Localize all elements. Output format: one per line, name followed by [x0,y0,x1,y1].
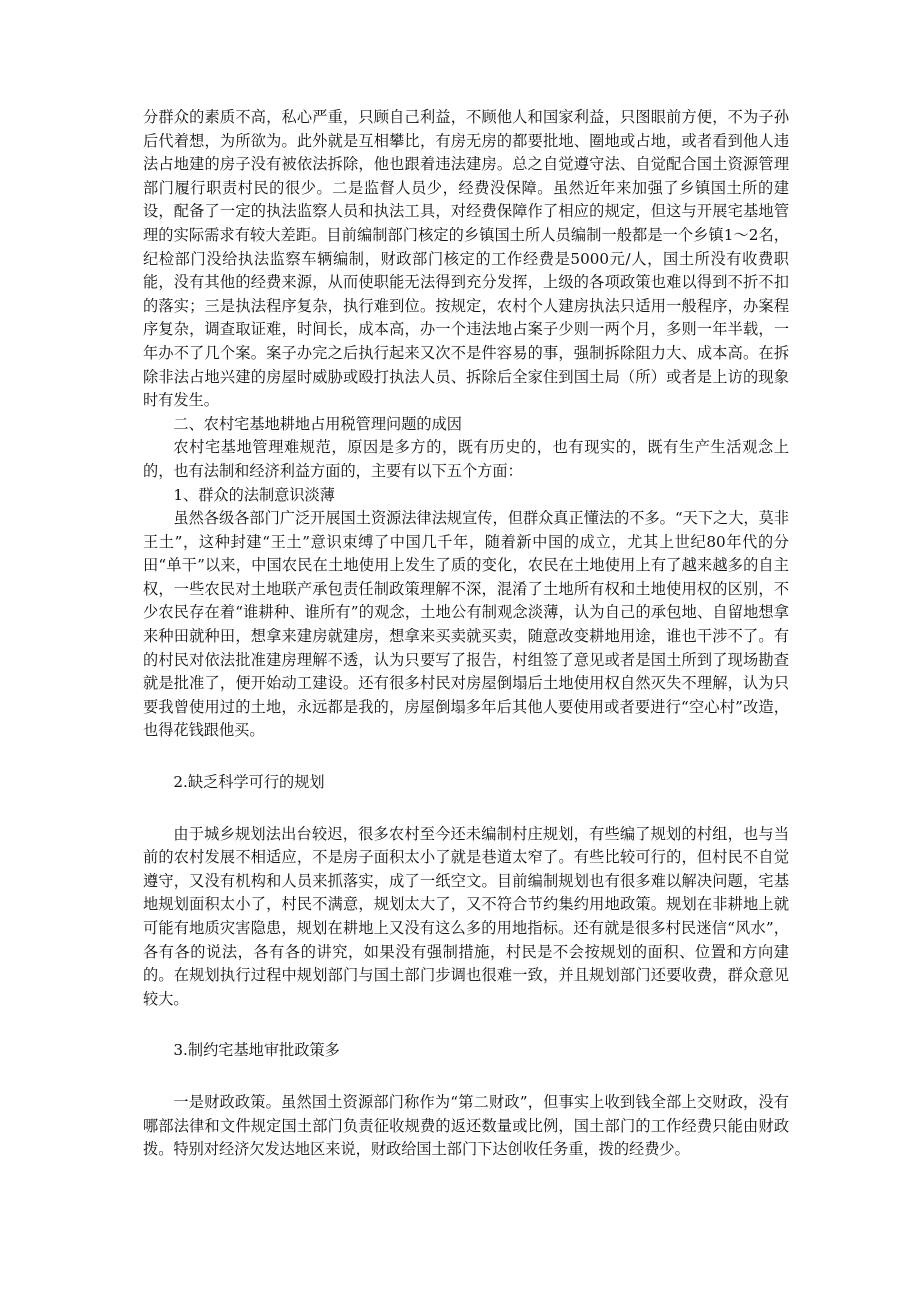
document-body [143,106,789,1162]
subsection-heading: 3.制约宅基地审批政策多 [173,1041,340,1060]
section-heading: 二、农村宅基地耕地占用税管理问题的成因 [173,414,462,433]
body-paragraph: 虽然各级各部门广泛开展国土资源法律法规宣传，但群众真正懂法的不多。“天下之大，莫非王土”，这种封建“王土”意识束缚了中国几千年，随着新中国的成立，尤其上世纪80年代的分田“单干”以来，中国农民在土地使用上发生了质的变化，农民在土地使用上有了越来越多的自主权，一些农民对土地联产承包责任制政策理解不深，混淆了土地所有权和土地使用权的区别，不少农民存在着“谁耕种、谁所有”的观念，土地公有制观念淡薄，认为自己的承包地、自留地想拿来种田就种田，想拿来建房就建房，想拿来买卖就买卖，随意改变耕地用途，谁也干涉不了。有的村民对依法批准建房理解不透，认为只要写了报告，村组签了意见或者是国土所到了现场勘查就是批准了，便开始动工建设。还有很多村民对房屋倒塌后土地使用权自然灭失不理解，认为只要我曾使用过的土地，永远都是我的，房屋倒塌多年后其他人要使用或者要进行“空心村”改造，也得花钱跟他买。 [143,509,789,740]
subsection-heading: 1、群众的法制意识淡薄 [173,485,335,504]
body-paragraph: 一是财政政策。虽然国土资源部门称作为“第二财政”，但事实上收到钱全部上交财政，没有哪部法律和文件规定国土部门负责征收规费的返还数量或比例，国土部门的工作经费只能由财政拨。特别对经济欠发达地区来说，财政给国土部门下达创收任务重，拨的经费少。 [143,1092,789,1159]
body-paragraph: 由于城乡规划法出台较迟，很多农村至今还未编制村庄规划，有些编了规划的村组，也与当前的农村发展不相适应，不是房子面积太小了就是巷道太窄了。有些比较可行的，但村民不自觉遵守，又没有机构和人员来抓落实，成了一纸空文。目前编制规划也有很多难以解决问题，宅基地规划面积太小了，村民不满意，规划太大了，又不符合节约集约用地政策。规划在非耕地上就可能有地质灾害隐患，规划在耕地上又没有这么多的用地指标。还有就是很多村民迷信“风水”，各有各的说法，各有各的讲究，如果没有强制措施，村民是不会按规划的面积、位置和方向建的。在规划执行过程中规划部门与国土部门步调也很难一致，并且规划部门还要收费，群众意见较大。 [143,824,789,1008]
body-paragraph: 分群众的素质不高，私心严重，只顾自己利益，不顾他人和国家利益，只图眼前方便，不为子孙后代着想，为所欲为。此外就是互相攀比，有房无房的都要批地、圈地或占地，或者看到他人违法占地建的房子没有被依法拆除，他也跟着违法建房。总之自觉遵守法、自觉配合国土资源管理部门履行职责村民的很少。二是监督人员少，经费没保障。虽然近年来加强了乡镇国土所的建设，配备了一定的执法监察人员和执法工具，对经费保障作了相应的规定，但这与开展宅基地管理的实际需求有较大差距。目前编制部门核定的乡镇国土所人员编制一般都是一个乡镇1～2名，纪检部门没给执法监察车辆编制，财政部门核定的工作经费是5000元/人，国土所没有收费职能，没有其他的经费来源，从而使职能无法得到充分发挥，上级的各项政策也难以得到不折不扣的落实；三是执法程序复杂，执行难到位。按规定，农村个人建房执法只适用一般程序，办案程序复杂，调查取证难，时间长，成本高，办一个违法地占案子少则一两个月，多则一年半载，一年办不了几个案。案子办完之后执行起来又次不是件容易的事，强制拆除阻力大、成本高。在拆除非法占地兴建的房屋时威胁或殴打执法人员、拆除后全家住到国土局（所）或者是上访的现象时有发生。 [143,108,789,410]
subsection-heading: 2.缺乏科学可行的规划 [173,773,325,792]
body-paragraph: 农村宅基地管理难规范，原因是多方的，既有历史的，也有现实的，既有生产生活观念上的，也有法制和经济利益方面的，主要有以下五个方面： [143,438,789,480]
